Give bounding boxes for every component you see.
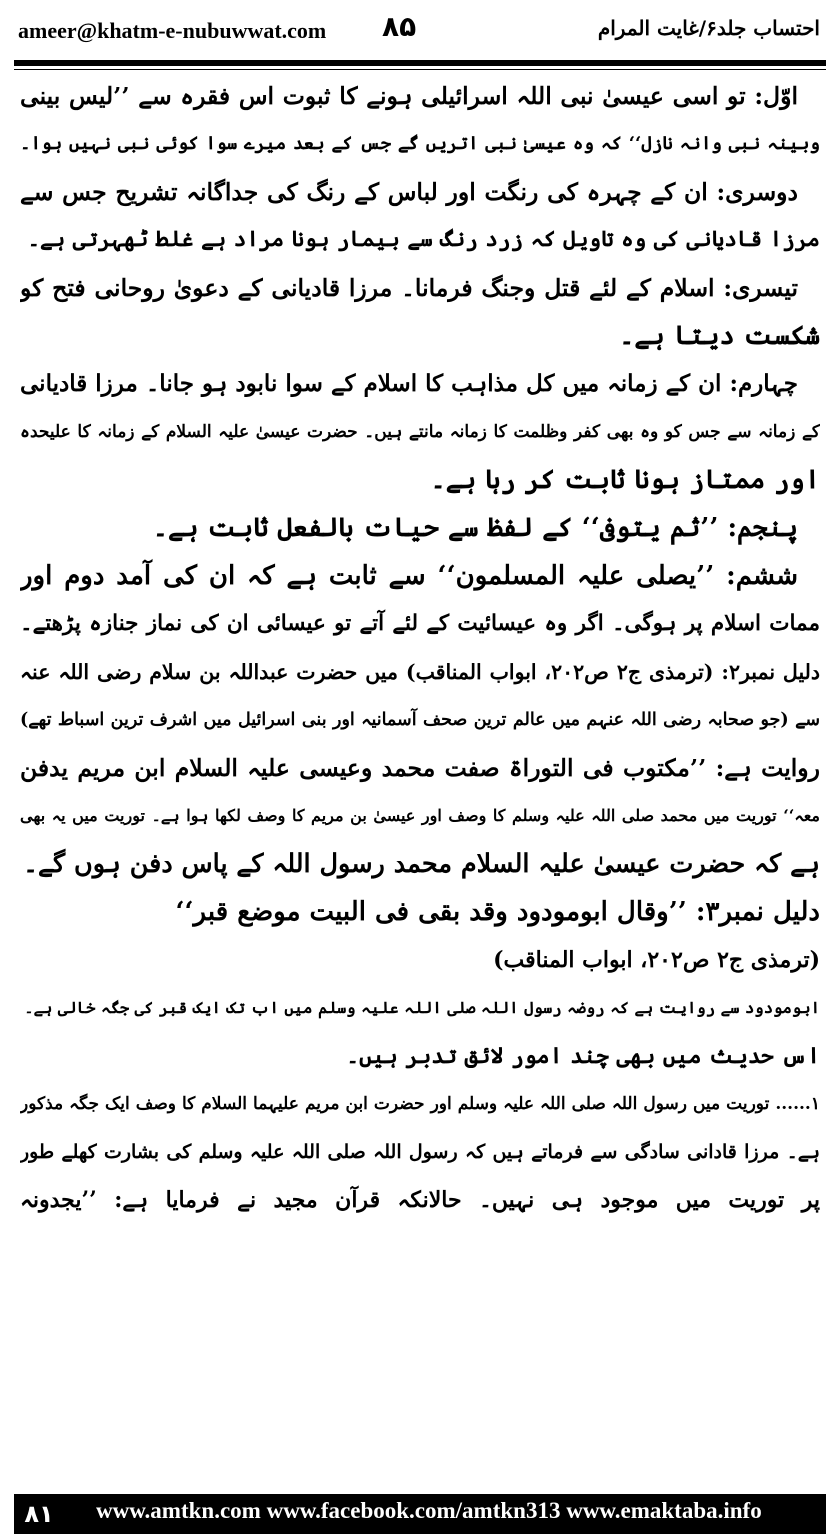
text-line: تیسری: اسلام کے لئے قتل وجنگ فرمانا۔ مرزا قادیانی کے دعویٰ روحانی فتح کو xyxy=(20,274,798,302)
text-line: اور ممتاز ہونا ثابت کر رہا ہے۔ xyxy=(430,465,820,495)
reference-line: (ترمذی ج۲ ص۲۰۲، ابواب المناقب) xyxy=(493,947,820,973)
text-line: ششم: ’’یصلی علیہ المسلمون‘‘ سے ثابت ہے کہ ان کی آمد دوم اور xyxy=(20,561,798,591)
dalil-3-line: دلیل نمبر۳: ’’وقال ابومودود وقد بقی فی البیت موضع قبر‘‘ xyxy=(175,897,820,927)
text-line: دوسری: ان کے چہرہ کی رنگت اور لباس کے رنگ کی جداگانہ تشریح جس سے xyxy=(20,178,798,206)
text-line: معہ‘‘ توریت میں محمد صلی اللہ علیہ وسلم کا وصف اور عیسیٰ بن مریم کا وصف لکھا ہوا ہے۔ توریت میں یہ بھی xyxy=(20,806,820,825)
header-book-title: احتساب جلد۶/غایت المرام xyxy=(597,16,820,40)
text-line: پر توریت میں موجود ہی نہیں۔ حالانکہ قرآن مجید نے فرمایا ہے: ’’یجدونہ xyxy=(20,1187,820,1213)
header-rule-thin xyxy=(14,69,826,70)
text-line: شکست دیتا ہے۔ xyxy=(619,321,820,351)
text-line: ابومودود سے روایت ہے کہ روضہ رسول اللہ صلی اللہ علیہ وسلم میں اب تک ایک قبر کی جگہ خالی ہے۔ xyxy=(24,998,820,1017)
text-line: ۱...... توریت میں رسول اللہ صلی اللہ علیہ وسلم اور حضرت ابن مریم علیہما السلام کا وصف ایک جگہ مذکور xyxy=(20,1094,820,1114)
text-line: پنجم: ’’ثم یتوفی‘‘ کے لفظ سے حیات بالفعل ثابت ہے۔ xyxy=(152,513,798,543)
text-line: روایت ہے: ’’مکتوب فی التوراۃ صفت محمد وعیسی علیہ السلام ابن مریم یدفن xyxy=(20,754,820,782)
dalil-2-line: دلیل نمبر۲: (ترمذی ج۲ ص۲۰۲، ابواب المناقب) میں حضرت عبداللہ بن سلام رضی اللہ عنہ xyxy=(20,660,820,684)
text-line: وبینہ نبی وانہ نازل‘‘ کہ وہ عیسیٰ نبی اتریں گے جس کے بعد میرے سوا کوئی نبی نہیں ہوا۔ xyxy=(20,133,820,154)
header-rule xyxy=(14,60,826,66)
text-line: اس حدیث میں بھی چند امور لائق تدبر ہیں۔ xyxy=(346,1043,820,1069)
text-line: ممات اسلام پر ہوگی۔ اگر وہ عیسائیت کے لئے آتے تو عیسائی ان کی نماز جنازہ پڑھتے۔ xyxy=(20,611,820,636)
text-line: کے زمانہ سے جس کو وہ بھی کفر وظلمت کا زمانہ مانتے ہیں۔ حضرت عیسیٰ علیہ السلام کے زمانہ کا علیحدہ xyxy=(20,422,820,442)
page-footer xyxy=(0,1492,840,1540)
header-page-number: ۸۵ xyxy=(382,10,417,43)
footer-page-number: ۸۱ xyxy=(14,1494,64,1534)
header-email: ameer@khatm-e-nubuwwat.com xyxy=(18,18,327,43)
text-line: سے (جو صحابہ رضی اللہ عنہم میں عالم ترین صحف آسمانیہ اور بنی اسرائیل میں اشرف ترین اسباط تھے) xyxy=(20,710,820,730)
text-line: اوّل: تو اسی عیسیٰ نبی اللہ اسرائیلی ہونے کا ثبوت اس فقرہ سے ’’لیس بینی xyxy=(20,82,798,110)
text-line: ہے کہ حضرت عیسیٰ علیہ السلام محمد رسول اللہ کے پاس دفن ہوں گے۔ xyxy=(23,849,820,879)
footer-urls: www.amtkn.com www.facebook.com/amtkn313 www.emaktaba.info xyxy=(96,1498,762,1523)
text-line: ہے۔ مرزا قادانی سادگی سے فرماتے ہیں کہ رسول اللہ صلی اللہ علیہ وسلم کی بشارت کھلے طور xyxy=(20,1141,820,1163)
page-header xyxy=(0,0,840,58)
text-line: مرزا قادیانی کی وہ تاویل کہ زرد رنگ سے بیمار ہونا مراد ہے غلط ٹھہرتی ہے۔ xyxy=(27,227,820,252)
text-line: چہارم: ان کے زمانہ میں کل مذاہب کا اسلام کے سوا نابود ہو جانا۔ مرزا قادیانی xyxy=(20,370,798,397)
